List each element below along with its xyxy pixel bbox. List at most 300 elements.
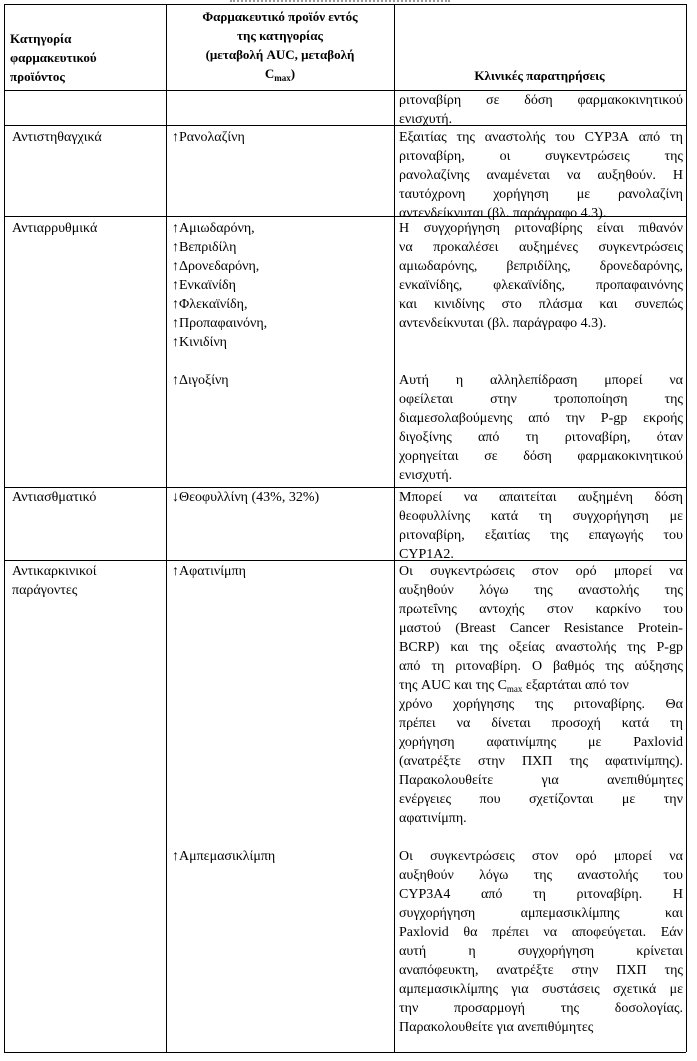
notes-cell-line: [399, 526, 683, 545]
word: ορό: [575, 564, 597, 579]
word: της: [664, 963, 683, 978]
word: εκροής: [643, 411, 683, 426]
word: δίνεται: [491, 716, 531, 731]
header-category-line: προϊόντος: [10, 69, 65, 84]
word: προσαρμογή: [453, 1001, 525, 1016]
notes-cell-line: [399, 488, 683, 507]
category-cell: [12, 562, 162, 600]
notes-cell-line: [399, 714, 683, 733]
header-category-line: Κατηγορία: [10, 31, 72, 46]
word: ενέργειες: [399, 792, 452, 807]
word: στο: [501, 297, 522, 312]
word: αυτή: [399, 944, 427, 959]
word: ριτοναβίρη,: [399, 149, 465, 164]
word: τη: [669, 130, 683, 145]
product-cell-line: ↓Θεοφυλλίνη (43%, 32%): [172, 490, 320, 505]
word: οφείλεται: [399, 392, 454, 407]
word: και: [599, 297, 618, 312]
word: διγοξίνης: [399, 430, 452, 445]
notes-cell-line: [399, 147, 683, 166]
notes-cell-line: [399, 847, 683, 866]
header-product-line-cmax: [166, 65, 394, 84]
word: αμπεμασικλίμπης: [520, 906, 620, 921]
word: συγχορήγηση: [399, 906, 476, 921]
word: BCRP): [399, 640, 440, 655]
word: την: [399, 1001, 419, 1016]
product-cell-line: [172, 771, 390, 790]
word: για: [541, 773, 559, 788]
cmax-c: C: [264, 66, 275, 81]
product-cell-line: [172, 695, 390, 714]
word: ριτοναβίρη.: [576, 887, 643, 902]
notes-cell-line: [399, 657, 683, 676]
product-cell-line: ↑Φλεκαϊνίδη,: [172, 297, 248, 312]
notes-cell-line: [399, 352, 683, 371]
word: αυξηθούν.: [597, 168, 656, 183]
notes-cell: [399, 128, 683, 223]
word: συγχορήγηση: [572, 509, 649, 524]
word: πρέπει: [399, 716, 436, 731]
product-cell-line: ↑Κινιδίνη: [172, 335, 227, 350]
word: αυξηθούν: [399, 583, 454, 598]
word: ριτοναβίρης: [514, 221, 583, 236]
word: αμπεμασικλίμπης: [399, 982, 498, 997]
word: η: [468, 944, 476, 959]
table-rule-horizontal: [4, 4, 686, 5]
word: αναστολής: [484, 130, 546, 145]
product-cell-line: [172, 828, 390, 847]
word: Ο: [531, 659, 543, 674]
word: Paxlovid: [399, 925, 449, 940]
word: προπαφαινόνης: [595, 278, 683, 293]
word: είναι: [596, 221, 624, 236]
word: ριτοναβίρη,: [564, 430, 631, 445]
word: ριτοναβίρη,: [399, 528, 465, 543]
notes-cell: [399, 488, 683, 564]
word: Παρακολουθείτε: [399, 773, 494, 788]
word: αμιωδαρόνης,: [399, 259, 478, 274]
word: συστάσεις: [541, 982, 600, 997]
word: αντοχής: [479, 602, 525, 617]
word: αυξημένες: [518, 240, 578, 255]
word: της: [456, 130, 475, 145]
word: τη: [525, 430, 539, 445]
word: να: [463, 490, 478, 505]
notes-cell-line: [399, 238, 683, 257]
word: αφατινίμπης: [486, 735, 557, 750]
category-cell-line: Αντικαρκινικοί: [12, 564, 97, 579]
word: ανατρέξτε: [496, 963, 554, 978]
notes-cell-line: [399, 980, 683, 999]
word: λόγω: [479, 868, 509, 883]
word: σχετικά: [612, 982, 657, 997]
word: χρόνο: [399, 697, 433, 712]
word: Εξαιτίας: [399, 130, 447, 145]
notes-cell-line: [399, 904, 683, 923]
word: συγχορήγηση: [423, 221, 500, 236]
product-cell-line: ↑Δρονεδαρόνη,: [172, 259, 260, 274]
table-rule-vertical: [4, 4, 5, 1052]
word: χορήγησης: [453, 697, 515, 712]
word: από: [638, 130, 661, 145]
product-cell-line: ↑Ρανολαζίνη: [172, 130, 245, 145]
word: συγκεντρώσεις: [598, 240, 683, 255]
word: μπορεί: [613, 564, 653, 579]
product-cell-line: ↑Ενκαϊνίδη: [172, 278, 236, 293]
category-cell-line: Αντιασθματικό: [12, 490, 97, 505]
word: από: [480, 887, 503, 902]
notes-cell-line: [399, 885, 683, 904]
word: που: [479, 792, 501, 807]
word: με: [621, 792, 636, 807]
word: Μπορεί: [399, 490, 443, 505]
word: αυξημένη: [578, 490, 633, 505]
word: επαγωγής: [588, 528, 644, 543]
word: να: [543, 925, 558, 940]
word: σχετίζονται: [529, 792, 594, 807]
word: στον: [531, 849, 559, 864]
word: με: [576, 187, 591, 202]
table-rule-vertical: [686, 4, 687, 1052]
word: ριτοναβίρη.: [455, 659, 522, 674]
word: δόση: [524, 93, 553, 108]
word: Η: [672, 887, 683, 902]
word: της: [479, 640, 498, 655]
word: η: [455, 373, 464, 388]
word: με: [587, 735, 602, 750]
word: μπορεί: [613, 849, 653, 864]
notes-cell-line: [399, 923, 683, 942]
word: φλεκαϊνίδης,: [493, 278, 565, 293]
notes-cell-line: ενισχυτή.: [399, 468, 453, 483]
table-rule-vertical: [394, 4, 395, 1052]
word: κρίνεται: [636, 944, 683, 959]
word: να: [669, 849, 683, 864]
header-category: [10, 30, 97, 87]
cmax-subscript: max: [274, 73, 291, 83]
word: ενκαϊνίδης,: [399, 278, 463, 293]
word: από: [399, 659, 421, 674]
notes-cell-line: Παρακολουθείτε για ανεπιθύμητες: [399, 1020, 594, 1035]
word: τη: [670, 716, 683, 731]
product-cell-line: [172, 733, 390, 752]
word: Εάν: [660, 925, 683, 940]
word: Οι: [399, 564, 413, 579]
word: αλληλεπίδραση: [490, 373, 578, 388]
word: χορηγείται: [399, 449, 459, 464]
word: στον: [531, 564, 559, 579]
word: Θα: [665, 697, 683, 712]
word: του: [663, 602, 683, 617]
word: συγκεντρώσεις: [430, 849, 515, 864]
product-cell-line: [172, 581, 390, 600]
cmax-close: ): [290, 66, 296, 81]
notes-cell-line: [399, 371, 683, 390]
word: να: [669, 373, 683, 388]
notes-cell-line: [399, 128, 683, 147]
word: ανεπιθύμητες: [607, 773, 683, 788]
product-cell: [172, 128, 390, 147]
word: της: [534, 697, 554, 712]
word: τη: [532, 887, 546, 902]
table-rule-vertical: [166, 4, 167, 1052]
word: της: [664, 149, 683, 164]
word: πρωτεΐνης: [399, 602, 457, 617]
word: αφατινίμπης).: [605, 754, 683, 769]
word: χορήγηση: [493, 187, 549, 202]
product-cell-line: [172, 619, 390, 638]
notes-cell-line: [399, 828, 683, 847]
word: (Breast: [455, 621, 496, 636]
word: λόγω: [479, 583, 509, 598]
word: πρέπει: [492, 925, 529, 940]
word: του: [663, 528, 683, 543]
notes-cell-line: [399, 961, 683, 980]
notes-cell-line: [399, 999, 683, 1018]
word: μαστού: [399, 621, 441, 636]
notes-cell-line: [399, 428, 683, 447]
word: στην: [571, 963, 599, 978]
word: σε: [486, 93, 500, 108]
product-cell-line: [172, 352, 390, 371]
product-cell-line: ↑Βεπριδίλη: [172, 240, 237, 255]
notes-cell-line: [399, 942, 683, 961]
word: συγκεντρώσεις: [545, 149, 630, 164]
word: με: [669, 509, 683, 524]
word: ρανολαζίνης: [399, 168, 470, 183]
word: τροποποίηση: [553, 392, 628, 407]
notes-cell-line: [399, 507, 683, 526]
category-cell-line: Αντιστηθαγχικά: [12, 130, 102, 145]
word: ορό: [575, 849, 597, 864]
word: να: [669, 564, 683, 579]
notes-cell-line: [399, 771, 683, 790]
word: από: [528, 411, 550, 426]
product-cell: [172, 562, 390, 866]
notes-cell-line: [399, 447, 683, 466]
word: και: [450, 640, 469, 655]
word: CYP3A4: [399, 887, 451, 902]
word: της: [569, 754, 588, 769]
word: κινιδίνης: [434, 297, 485, 312]
word: οι: [499, 149, 511, 164]
notes-cell-line: [399, 619, 683, 638]
notes-cell-line: [399, 581, 683, 600]
word: δόση: [654, 490, 683, 505]
word: της: [560, 1001, 580, 1016]
word: κατά: [490, 509, 519, 524]
word: της: [533, 868, 553, 883]
product-cell-line: ↑Προπαφαινόνη,: [172, 316, 268, 331]
word: συγχορήγηση: [517, 944, 595, 959]
word: της: [534, 583, 553, 598]
word: οξείας: [508, 640, 545, 655]
notes-cell: [399, 219, 683, 485]
product-cell-line: [172, 790, 390, 809]
notes-cell-line: αφατινίμπη.: [399, 811, 467, 826]
word: συγκεντρώσεις: [430, 564, 515, 579]
word: να: [399, 240, 413, 255]
word: για: [511, 982, 529, 997]
notes-cell-line: [399, 752, 683, 771]
category-cell: [12, 128, 162, 147]
notes-cell-line: [399, 390, 683, 409]
notes-cell-line: [399, 276, 683, 295]
notes-cell-line: αντενδείκνυται (βλ. παράγραφο 4.3).: [399, 206, 607, 221]
word: της: [664, 392, 683, 407]
word: ριτοναβίρης.: [573, 697, 646, 712]
word: αποφεύγεται.: [571, 925, 647, 940]
word: φαρμακοκινητικού: [577, 449, 683, 464]
notes-cell-line: CYP1A2.: [399, 547, 454, 562]
word: από: [477, 430, 500, 445]
word: Resistance: [563, 621, 624, 636]
product-cell-line: [172, 600, 390, 619]
product-cell-line: ↑Αφατινίμπη: [172, 564, 246, 579]
word: αναστολής: [555, 640, 617, 655]
word: θα: [463, 925, 478, 940]
word: την: [565, 411, 585, 426]
notes-cell-line: [399, 185, 683, 204]
notes-cell-line: [399, 695, 683, 714]
category-cell: [12, 219, 162, 238]
word: στην: [478, 754, 505, 769]
table-rule-horizontal: [4, 1052, 686, 1053]
word: Η: [672, 168, 683, 183]
notes-cell-line: [399, 166, 683, 185]
word: P-gp: [600, 411, 628, 426]
word: της: [605, 659, 624, 674]
word: πλάσμα: [538, 297, 583, 312]
word: ριτοναβίρη: [399, 93, 462, 108]
word: (ανατρέξτε: [399, 754, 461, 769]
word: ταυτόχρονη: [399, 187, 466, 202]
word: βαθμός: [553, 659, 595, 674]
word: να: [566, 168, 581, 183]
word: συνεπώς: [634, 297, 683, 312]
notes-cell-line: [399, 600, 683, 619]
word: και: [399, 297, 418, 312]
word: πιθανόν: [638, 221, 683, 236]
word: αναστολής: [578, 583, 639, 598]
word: του: [663, 868, 683, 883]
notes-cell-line: [399, 409, 683, 428]
word: Η: [399, 221, 410, 236]
notes-cell-line: [399, 333, 683, 352]
word: της: [627, 640, 646, 655]
word: δόση: [523, 449, 552, 464]
word: της: [549, 528, 569, 543]
header-product: [166, 8, 394, 84]
word: προσοχή: [551, 716, 601, 731]
word: φαρμακοκινητικού: [577, 93, 683, 108]
word: Αυτή: [399, 373, 429, 388]
word: όταν: [656, 430, 683, 445]
word: μπορεί: [604, 373, 643, 388]
word: της: [664, 583, 683, 598]
word: κατά: [621, 716, 650, 731]
word: βεπριδίλης,: [506, 259, 571, 274]
notes-cell-line: [399, 790, 683, 809]
product-cell-line: [172, 638, 390, 657]
notes-cell-line: [399, 733, 683, 752]
product-cell-line: ↑Διγοξίνη: [172, 373, 229, 388]
word: του: [555, 130, 575, 145]
cmax-subscript: max: [506, 684, 523, 694]
word: ΠΧΠ: [616, 963, 647, 978]
notes-cell-line: αντενδείκνυται (βλ. παράγραφο 4.3).: [399, 316, 607, 331]
notes-cell-line: [399, 257, 683, 276]
product-cell-line: ↑Αμιωδαρόνη,: [172, 221, 255, 236]
word: να: [456, 716, 471, 731]
product-cell: [172, 488, 390, 507]
notes-cell-line: ενισχυτή.: [399, 112, 453, 127]
category-cell: [12, 488, 162, 507]
word: αύξησης: [634, 659, 683, 674]
word: αναμένεται: [486, 168, 550, 183]
word: τη: [431, 659, 445, 674]
word: σε: [484, 449, 498, 464]
word: δοσολογίας.: [614, 1001, 683, 1016]
notes-cell-line: [399, 91, 683, 110]
word: τη: [538, 509, 552, 524]
word: Cancer: [509, 621, 550, 636]
product-cell-line: [172, 676, 390, 695]
word: διαμεσολαβούμενης: [399, 411, 513, 426]
notes-cell-line: [399, 866, 683, 885]
word: P-gp: [656, 640, 683, 655]
word: CYP3A: [584, 130, 629, 145]
header-product-line: της κατηγορίας: [237, 28, 323, 43]
header-product-line: (μεταβολή AUC, μεταβολή: [205, 47, 355, 62]
product-cell-line: [172, 752, 390, 771]
notes-cell-line: της AUC και της $C_{max}$ εξαρτάται από τον: [399, 678, 629, 694]
word: εξαιτίας: [484, 528, 530, 543]
notes-cell: [399, 562, 683, 1037]
word: απαιτείται: [498, 490, 557, 505]
header-product-line: Φαρμακευτικό προϊόν εντός: [202, 9, 358, 24]
product-cell-line: [172, 657, 390, 676]
header-notes: Κλινικές παρατηρήσεις: [474, 68, 605, 83]
word: καρκίνο: [595, 602, 642, 617]
word: χορήγηση: [399, 735, 455, 750]
header-category-line: φαρμακευτικού: [10, 50, 97, 65]
word: στον: [546, 602, 574, 617]
word: θεοφυλλίνης: [399, 509, 471, 524]
category-cell-line: Αντιαρρυθμικά: [12, 221, 98, 236]
word: αναπόφευκτη,: [399, 963, 479, 978]
product-cell-line: ↑Αμπεμασικλίμπη: [172, 849, 276, 864]
word: την: [663, 792, 683, 807]
word: στην: [490, 392, 517, 407]
notes-cell-line: [399, 638, 683, 657]
word: ρανολαζίνη: [617, 187, 683, 202]
word: προκαλέσει: [433, 240, 499, 255]
word: Οι: [399, 849, 413, 864]
product-cell-line: [172, 714, 390, 733]
word: δρονεδαρόνης,: [599, 259, 683, 274]
notes-cell-line: [399, 219, 683, 238]
product-cell: [172, 219, 390, 390]
word: αναστολής: [577, 868, 639, 883]
notes-cell-line: [399, 295, 683, 314]
word: αυξηθούν: [399, 868, 454, 883]
word: ΠΧΠ: [522, 754, 553, 769]
word: και: [664, 906, 683, 921]
notes-cell: [399, 91, 683, 129]
word: Protein-: [637, 621, 683, 636]
product-cell-line: [172, 809, 390, 828]
